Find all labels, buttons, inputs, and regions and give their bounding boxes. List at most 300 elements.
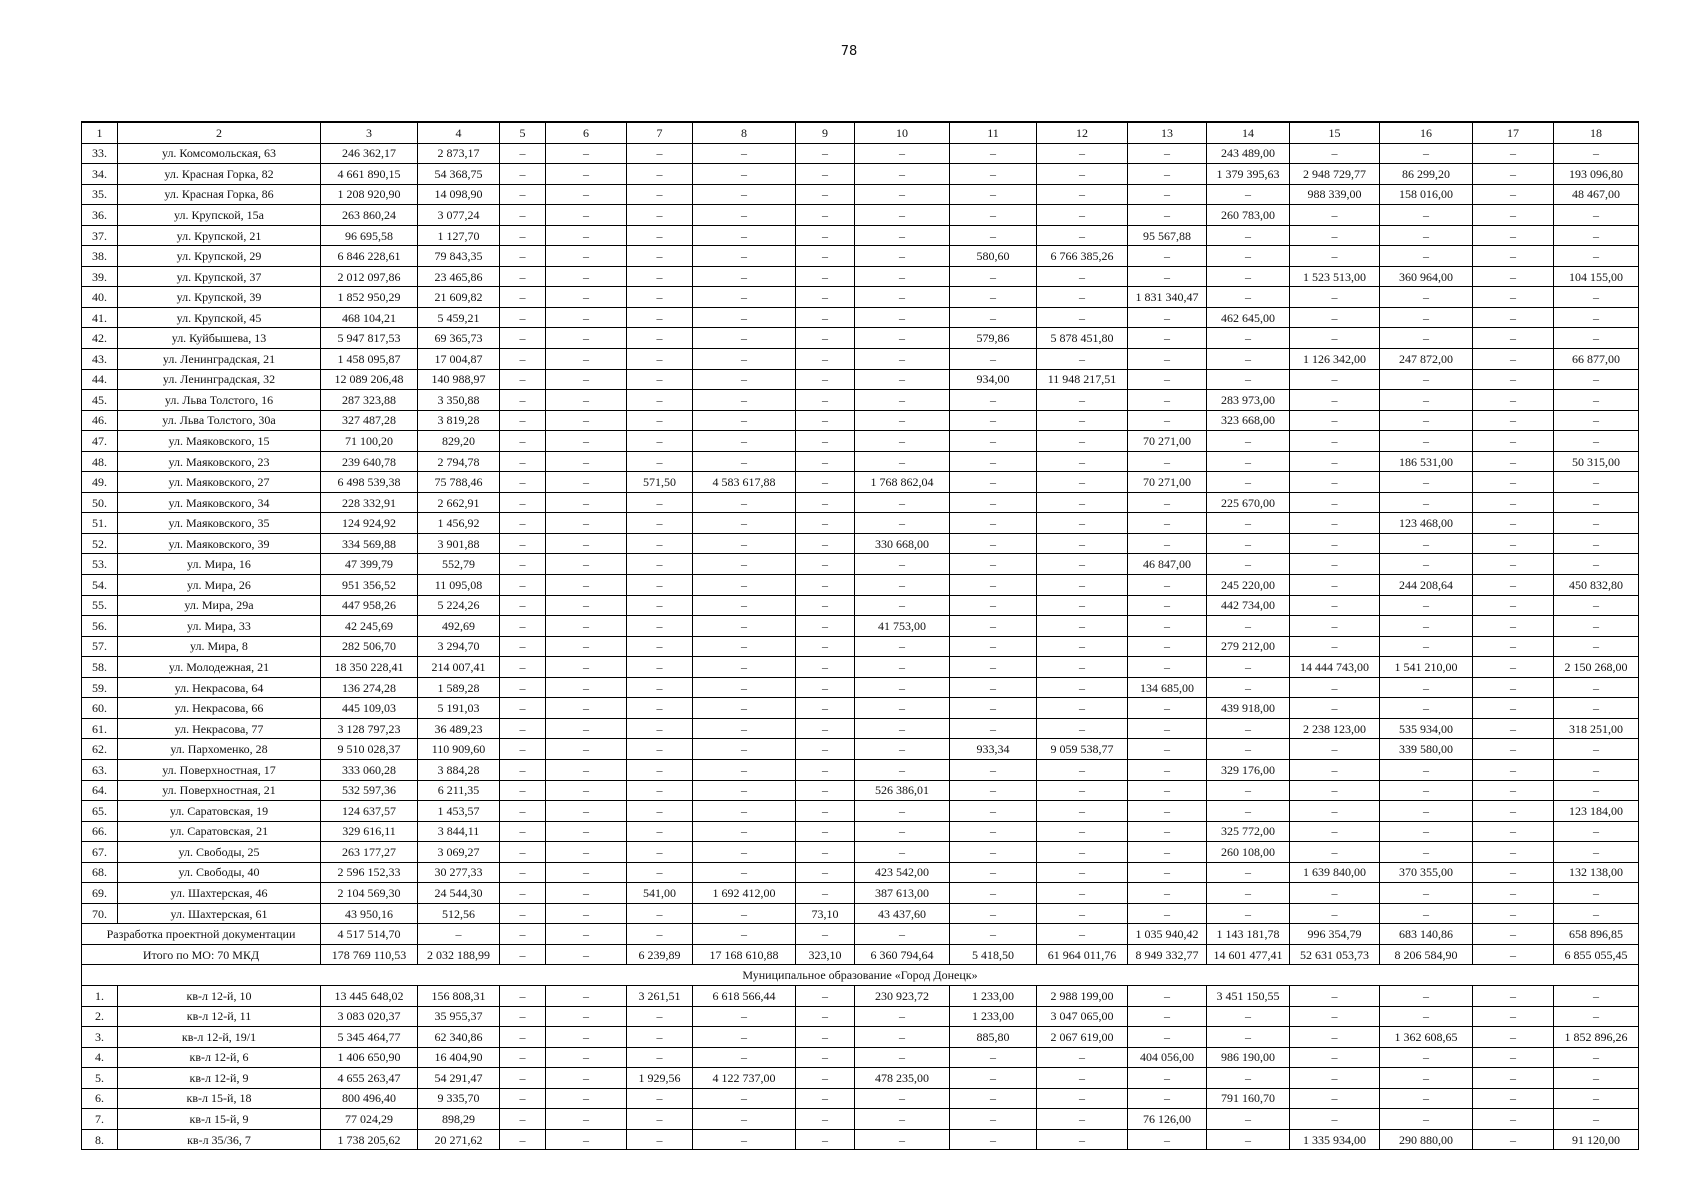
value-cell: – bbox=[1290, 369, 1380, 390]
value-cell: – bbox=[627, 595, 693, 616]
value-cell: 230 923,72 bbox=[855, 985, 950, 1006]
value-cell: 225 670,00 bbox=[1207, 492, 1290, 513]
value-cell: 1 233,00 bbox=[950, 1006, 1037, 1027]
value-cell: – bbox=[693, 287, 796, 308]
value-cell: – bbox=[546, 759, 627, 780]
building-address: ул. Мира, 16 bbox=[118, 554, 321, 575]
table-row bbox=[82, 616, 1639, 637]
value-cell: 246 362,17 bbox=[321, 143, 418, 164]
value-cell: – bbox=[855, 595, 950, 616]
value-cell: – bbox=[1290, 698, 1380, 719]
value-cell: 13 445 648,02 bbox=[321, 985, 418, 1006]
value-cell: – bbox=[950, 801, 1037, 822]
value-cell: – bbox=[1128, 246, 1207, 267]
page-number: 78 bbox=[840, 44, 858, 59]
value-cell: – bbox=[546, 390, 627, 411]
value-cell: – bbox=[1037, 698, 1128, 719]
summary-label: Разработка проектной документации bbox=[82, 924, 321, 945]
value-cell: – bbox=[796, 677, 855, 698]
value-cell: – bbox=[1207, 472, 1290, 493]
table-row bbox=[82, 513, 1639, 534]
value-cell: 2 067 619,00 bbox=[1037, 1027, 1128, 1048]
column-number-header: 17 bbox=[1473, 122, 1554, 143]
value-cell: – bbox=[627, 184, 693, 205]
value-cell: – bbox=[1554, 1006, 1639, 1027]
value-cell: – bbox=[693, 801, 796, 822]
value-cell: – bbox=[500, 883, 546, 904]
value-cell: – bbox=[855, 328, 950, 349]
value-cell: – bbox=[1290, 554, 1380, 575]
value-cell: – bbox=[1290, 1088, 1380, 1109]
value-cell: – bbox=[500, 349, 546, 370]
value-cell: – bbox=[693, 636, 796, 657]
value-cell: – bbox=[546, 780, 627, 801]
value-cell: – bbox=[1473, 184, 1554, 205]
value-cell: – bbox=[500, 513, 546, 534]
value-cell: – bbox=[1554, 513, 1639, 534]
building-address: ул. Свободы, 40 bbox=[118, 862, 321, 883]
value-cell: – bbox=[1290, 1109, 1380, 1130]
value-cell: 6 846 228,61 bbox=[321, 246, 418, 267]
value-cell: 1 738 205,62 bbox=[321, 1129, 418, 1150]
value-cell: – bbox=[1037, 431, 1128, 452]
value-cell: 123 468,00 bbox=[1380, 513, 1473, 534]
value-cell: 140 988,97 bbox=[418, 369, 500, 390]
value-cell: – bbox=[500, 246, 546, 267]
value-cell: – bbox=[500, 595, 546, 616]
value-cell: 934,00 bbox=[950, 369, 1037, 390]
value-cell: – bbox=[1554, 677, 1639, 698]
value-cell: – bbox=[1290, 616, 1380, 637]
value-cell: – bbox=[546, 1006, 627, 1027]
value-cell: – bbox=[1128, 307, 1207, 328]
value-cell: – bbox=[1037, 883, 1128, 904]
value-cell: – bbox=[546, 513, 627, 534]
value-cell: – bbox=[855, 1109, 950, 1130]
value-cell: – bbox=[1128, 1027, 1207, 1048]
value-cell: – bbox=[693, 1088, 796, 1109]
value-cell: – bbox=[693, 246, 796, 267]
value-cell: – bbox=[1290, 575, 1380, 596]
value-cell: – bbox=[1473, 801, 1554, 822]
table-row bbox=[82, 821, 1639, 842]
value-cell: – bbox=[950, 349, 1037, 370]
building-address: ул. Ленинградская, 21 bbox=[118, 349, 321, 370]
value-cell: – bbox=[1290, 1006, 1380, 1027]
value-cell: 50 315,00 bbox=[1554, 451, 1639, 472]
value-cell: 11 095,08 bbox=[418, 575, 500, 596]
building-address: кв-л 12-й, 6 bbox=[118, 1047, 321, 1068]
value-cell: – bbox=[693, 225, 796, 246]
value-cell: – bbox=[950, 862, 1037, 883]
value-cell: 47 399,79 bbox=[321, 554, 418, 575]
value-cell: – bbox=[627, 349, 693, 370]
value-cell: – bbox=[1473, 1047, 1554, 1068]
building-address: ул. Мира, 8 bbox=[118, 636, 321, 657]
value-cell: – bbox=[627, 533, 693, 554]
row-number: 35. bbox=[82, 184, 118, 205]
value-cell: – bbox=[1128, 369, 1207, 390]
value-cell: – bbox=[1037, 390, 1128, 411]
value-cell: 178 769 110,53 bbox=[321, 944, 418, 965]
building-address: ул. Шахтерская, 46 bbox=[118, 883, 321, 904]
value-cell: – bbox=[1554, 616, 1639, 637]
value-cell: – bbox=[1473, 287, 1554, 308]
column-number-header: 9 bbox=[796, 122, 855, 143]
value-cell: 334 569,88 bbox=[321, 533, 418, 554]
value-cell: – bbox=[950, 1047, 1037, 1068]
row-number: 42. bbox=[82, 328, 118, 349]
value-cell: 3 069,27 bbox=[418, 842, 500, 863]
value-cell: – bbox=[627, 225, 693, 246]
value-cell: – bbox=[1128, 883, 1207, 904]
column-number-header: 2 bbox=[118, 122, 321, 143]
value-cell: – bbox=[1037, 780, 1128, 801]
value-cell: – bbox=[1473, 328, 1554, 349]
value-cell: – bbox=[500, 1027, 546, 1048]
value-cell: – bbox=[796, 718, 855, 739]
value-cell: – bbox=[1037, 472, 1128, 493]
building-address: ул. Поверхностная, 17 bbox=[118, 759, 321, 780]
value-cell: – bbox=[1473, 451, 1554, 472]
value-cell: 450 832,80 bbox=[1554, 575, 1639, 596]
value-cell: 6 855 055,45 bbox=[1554, 944, 1639, 965]
value-cell: – bbox=[796, 985, 855, 1006]
value-cell: 3 294,70 bbox=[418, 636, 500, 657]
building-address: ул. Некрасова, 64 bbox=[118, 677, 321, 698]
value-cell: – bbox=[1037, 143, 1128, 164]
building-address: ул. Красная Горка, 82 bbox=[118, 164, 321, 185]
value-cell: 3 451 150,55 bbox=[1207, 985, 1290, 1006]
value-cell: – bbox=[1128, 575, 1207, 596]
value-cell: – bbox=[1554, 410, 1639, 431]
value-cell: – bbox=[1380, 636, 1473, 657]
building-address: ул. Некрасова, 66 bbox=[118, 698, 321, 719]
table-row bbox=[82, 390, 1639, 411]
table-row bbox=[82, 451, 1639, 472]
value-cell: – bbox=[500, 225, 546, 246]
value-cell: – bbox=[1290, 492, 1380, 513]
value-cell: – bbox=[1473, 369, 1554, 390]
value-cell: 123 184,00 bbox=[1554, 801, 1639, 822]
value-cell: 14 098,90 bbox=[418, 184, 500, 205]
row-number: 53. bbox=[82, 554, 118, 575]
value-cell: – bbox=[1128, 184, 1207, 205]
value-cell: – bbox=[950, 205, 1037, 226]
value-cell: – bbox=[1380, 616, 1473, 637]
value-cell: 42 245,69 bbox=[321, 616, 418, 637]
row-number: 65. bbox=[82, 801, 118, 822]
building-address: ул. Пархоменко, 28 bbox=[118, 739, 321, 760]
value-cell: – bbox=[1290, 451, 1380, 472]
row-number: 61. bbox=[82, 718, 118, 739]
value-cell: – bbox=[950, 903, 1037, 924]
value-cell: 318 251,00 bbox=[1554, 718, 1639, 739]
value-cell: – bbox=[627, 1047, 693, 1068]
value-cell: – bbox=[796, 842, 855, 863]
value-cell: – bbox=[1037, 410, 1128, 431]
value-cell: – bbox=[1290, 821, 1380, 842]
value-cell: 1 929,56 bbox=[627, 1068, 693, 1089]
value-cell: – bbox=[1207, 451, 1290, 472]
value-cell: – bbox=[796, 883, 855, 904]
value-cell: – bbox=[855, 554, 950, 575]
value-cell: – bbox=[1554, 903, 1639, 924]
value-cell: – bbox=[500, 1047, 546, 1068]
value-cell: 5 878 451,80 bbox=[1037, 328, 1128, 349]
value-cell: – bbox=[1554, 472, 1639, 493]
value-cell: 1 208 920,90 bbox=[321, 184, 418, 205]
value-cell: – bbox=[1473, 1068, 1554, 1089]
value-cell: 1 852 950,29 bbox=[321, 287, 418, 308]
value-cell: – bbox=[1037, 451, 1128, 472]
value-cell: – bbox=[855, 451, 950, 472]
row-number: 8. bbox=[82, 1129, 118, 1150]
building-address: ул. Маяковского, 27 bbox=[118, 472, 321, 493]
table-row bbox=[82, 595, 1639, 616]
value-cell: – bbox=[546, 924, 627, 945]
value-cell: – bbox=[546, 739, 627, 760]
value-cell: – bbox=[1037, 225, 1128, 246]
value-cell: – bbox=[1290, 513, 1380, 534]
value-cell: – bbox=[950, 143, 1037, 164]
value-cell: – bbox=[627, 1109, 693, 1130]
value-cell: – bbox=[950, 184, 1037, 205]
value-cell: – bbox=[500, 718, 546, 739]
section-title: Муниципальное образование «Город Донецк» bbox=[82, 965, 1639, 986]
value-cell: – bbox=[546, 307, 627, 328]
value-cell: – bbox=[796, 369, 855, 390]
value-cell: – bbox=[546, 1027, 627, 1048]
value-cell: – bbox=[693, 718, 796, 739]
value-cell: – bbox=[693, 821, 796, 842]
value-cell: – bbox=[546, 1047, 627, 1068]
summary-label: Итого по МО: 70 МКД bbox=[82, 944, 321, 965]
building-address: ул. Мира, 33 bbox=[118, 616, 321, 637]
value-cell: – bbox=[950, 842, 1037, 863]
value-cell: – bbox=[693, 739, 796, 760]
value-cell: – bbox=[546, 616, 627, 637]
value-cell: – bbox=[1037, 266, 1128, 287]
value-cell: – bbox=[627, 903, 693, 924]
table-row bbox=[82, 205, 1639, 226]
value-cell: – bbox=[950, 431, 1037, 452]
table-row bbox=[82, 369, 1639, 390]
value-cell: – bbox=[546, 1129, 627, 1150]
value-cell: – bbox=[1037, 759, 1128, 780]
value-cell: 330 668,00 bbox=[855, 533, 950, 554]
value-cell: – bbox=[693, 266, 796, 287]
value-cell: – bbox=[1554, 1047, 1639, 1068]
table-row bbox=[82, 801, 1639, 822]
value-cell: 244 208,64 bbox=[1380, 575, 1473, 596]
building-address: ул. Куйбышева, 13 bbox=[118, 328, 321, 349]
column-number-header: 3 bbox=[321, 122, 418, 143]
value-cell: – bbox=[627, 328, 693, 349]
row-number: 58. bbox=[82, 657, 118, 678]
value-cell: 14 601 477,41 bbox=[1207, 944, 1290, 965]
value-cell: – bbox=[1290, 636, 1380, 657]
value-cell: – bbox=[546, 1068, 627, 1089]
value-cell: 69 365,73 bbox=[418, 328, 500, 349]
value-cell: 70 271,00 bbox=[1128, 431, 1207, 452]
value-cell: 14 444 743,00 bbox=[1290, 657, 1380, 678]
value-cell: – bbox=[500, 533, 546, 554]
value-cell: – bbox=[950, 533, 1037, 554]
value-cell: – bbox=[855, 369, 950, 390]
value-cell: – bbox=[950, 1068, 1037, 1089]
value-cell: – bbox=[796, 205, 855, 226]
value-cell: – bbox=[1554, 533, 1639, 554]
value-cell: – bbox=[693, 842, 796, 863]
value-cell: – bbox=[1380, 554, 1473, 575]
value-cell: – bbox=[500, 780, 546, 801]
value-cell: 5 459,21 bbox=[418, 307, 500, 328]
value-cell: 6 498 539,38 bbox=[321, 472, 418, 493]
value-cell: – bbox=[1380, 205, 1473, 226]
value-cell: – bbox=[546, 944, 627, 965]
value-cell: 79 843,35 bbox=[418, 246, 500, 267]
value-cell: – bbox=[796, 472, 855, 493]
value-cell: – bbox=[500, 1068, 546, 1089]
value-cell: 339 580,00 bbox=[1380, 739, 1473, 760]
row-number: 6. bbox=[82, 1088, 118, 1109]
value-cell: – bbox=[950, 513, 1037, 534]
value-cell: – bbox=[693, 1129, 796, 1150]
value-cell: 283 973,00 bbox=[1207, 390, 1290, 411]
value-cell: – bbox=[950, 575, 1037, 596]
value-cell: – bbox=[693, 307, 796, 328]
value-cell: – bbox=[796, 1109, 855, 1130]
value-cell: – bbox=[1037, 862, 1128, 883]
value-cell: 134 685,00 bbox=[1128, 677, 1207, 698]
value-cell: – bbox=[1128, 821, 1207, 842]
value-cell: – bbox=[796, 821, 855, 842]
building-address: ул. Поверхностная, 21 bbox=[118, 780, 321, 801]
row-number: 36. bbox=[82, 205, 118, 226]
value-cell: 580,60 bbox=[950, 246, 1037, 267]
value-cell: – bbox=[500, 554, 546, 575]
value-cell: – bbox=[855, 1047, 950, 1068]
value-cell: – bbox=[796, 492, 855, 513]
value-cell: – bbox=[546, 410, 627, 431]
value-cell: – bbox=[1037, 575, 1128, 596]
value-cell: 247 872,00 bbox=[1380, 349, 1473, 370]
value-cell: – bbox=[627, 616, 693, 637]
value-cell: – bbox=[950, 410, 1037, 431]
row-number: 46. bbox=[82, 410, 118, 431]
value-cell: – bbox=[1380, 1068, 1473, 1089]
table-row bbox=[82, 307, 1639, 328]
table-row bbox=[82, 349, 1639, 370]
value-cell: – bbox=[627, 143, 693, 164]
value-cell: – bbox=[546, 431, 627, 452]
value-cell: – bbox=[1473, 246, 1554, 267]
row-number: 62. bbox=[82, 739, 118, 760]
value-cell: – bbox=[950, 164, 1037, 185]
value-cell: – bbox=[1554, 369, 1639, 390]
value-cell: – bbox=[1128, 1129, 1207, 1150]
value-cell: 124 637,57 bbox=[321, 801, 418, 822]
value-cell: – bbox=[1037, 718, 1128, 739]
value-cell: – bbox=[1207, 246, 1290, 267]
value-cell: – bbox=[627, 287, 693, 308]
value-cell: – bbox=[693, 410, 796, 431]
value-cell: 73,10 bbox=[796, 903, 855, 924]
value-cell: – bbox=[546, 1088, 627, 1109]
value-cell: – bbox=[627, 862, 693, 883]
table-row bbox=[82, 780, 1639, 801]
value-cell: – bbox=[1473, 554, 1554, 575]
value-cell: 325 772,00 bbox=[1207, 821, 1290, 842]
value-cell: – bbox=[1554, 431, 1639, 452]
value-cell: – bbox=[627, 575, 693, 596]
value-cell: 571,50 bbox=[627, 472, 693, 493]
value-cell: 132 138,00 bbox=[1554, 862, 1639, 883]
value-cell: 43 950,16 bbox=[321, 903, 418, 924]
value-cell: – bbox=[693, 390, 796, 411]
value-cell: – bbox=[1473, 985, 1554, 1006]
value-cell: – bbox=[500, 307, 546, 328]
value-cell: – bbox=[500, 1109, 546, 1130]
value-cell: 4 583 617,88 bbox=[693, 472, 796, 493]
building-address: ул. Маяковского, 35 bbox=[118, 513, 321, 534]
building-address: ул. Маяковского, 23 bbox=[118, 451, 321, 472]
value-cell: – bbox=[627, 780, 693, 801]
value-cell: – bbox=[855, 492, 950, 513]
value-cell: 2 012 097,86 bbox=[321, 266, 418, 287]
value-cell: – bbox=[1207, 616, 1290, 637]
value-cell: 1 456,92 bbox=[418, 513, 500, 534]
value-cell: 445 109,03 bbox=[321, 698, 418, 719]
building-address: ул. Маяковского, 34 bbox=[118, 492, 321, 513]
value-cell: 43 437,60 bbox=[855, 903, 950, 924]
value-cell: – bbox=[627, 307, 693, 328]
value-cell: – bbox=[693, 513, 796, 534]
value-cell: – bbox=[1473, 164, 1554, 185]
value-cell: – bbox=[796, 287, 855, 308]
table-row bbox=[82, 328, 1639, 349]
value-cell: 1 589,28 bbox=[418, 677, 500, 698]
value-cell: – bbox=[1554, 492, 1639, 513]
table-row bbox=[82, 184, 1639, 205]
row-number: 39. bbox=[82, 266, 118, 287]
value-cell: – bbox=[627, 410, 693, 431]
value-cell: – bbox=[1128, 862, 1207, 883]
value-cell: 492,69 bbox=[418, 616, 500, 637]
value-cell: – bbox=[1037, 533, 1128, 554]
value-cell: – bbox=[1380, 307, 1473, 328]
building-address: ул. Крупской, 15а bbox=[118, 205, 321, 226]
value-cell: 3 884,28 bbox=[418, 759, 500, 780]
value-cell: 1 035 940,42 bbox=[1128, 924, 1207, 945]
value-cell: – bbox=[1207, 349, 1290, 370]
value-cell: – bbox=[796, 698, 855, 719]
table-row bbox=[82, 1068, 1639, 1089]
building-address: ул. Свободы, 25 bbox=[118, 842, 321, 863]
value-cell: – bbox=[1128, 657, 1207, 678]
value-cell: – bbox=[855, 349, 950, 370]
value-cell: – bbox=[1473, 349, 1554, 370]
value-cell: – bbox=[1380, 390, 1473, 411]
value-cell: – bbox=[546, 636, 627, 657]
value-cell: 1 639 840,00 bbox=[1290, 862, 1380, 883]
value-cell: 158 016,00 bbox=[1380, 184, 1473, 205]
value-cell: – bbox=[1380, 246, 1473, 267]
building-address: ул. Льва Толстого, 16 bbox=[118, 390, 321, 411]
value-cell: – bbox=[546, 451, 627, 472]
row-number: 48. bbox=[82, 451, 118, 472]
